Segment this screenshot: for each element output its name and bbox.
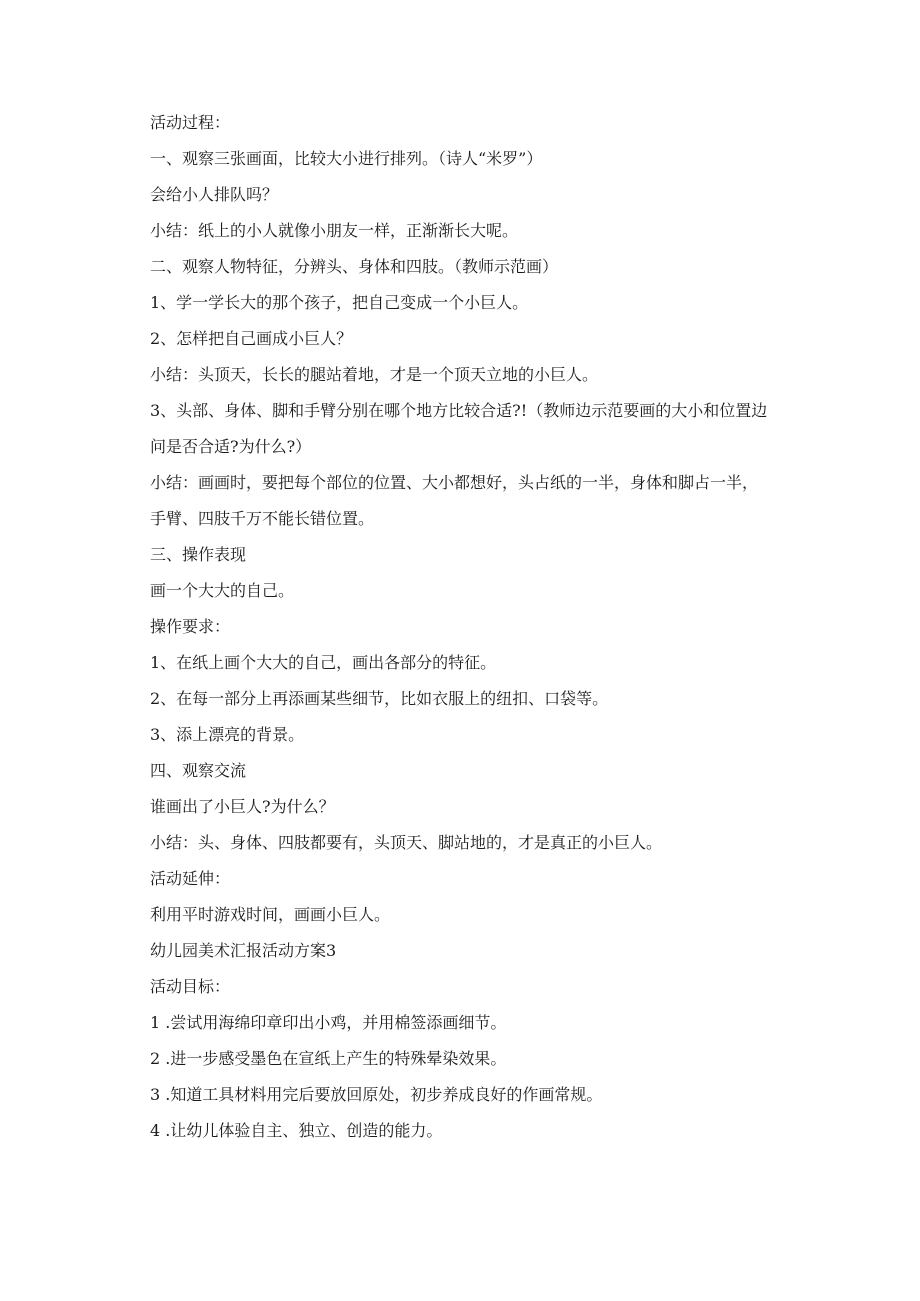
paragraph: 小结：画画时，要把每个部位的位置、大小都想好，头占纸的一半，身体和脚占一半，手臂、四肢千万不能长错位置。 [150,473,759,528]
paragraph: 1、学一学长大的那个孩子，把自己变成一个小巨人。 [150,293,529,312]
paragraph: 操作要求： [150,617,231,636]
paragraph: 一、观察三张画面，比较大小进行排列。（诗人“米罗”） [150,149,543,168]
list-item: 4 .让幼儿体验自主、独立、创造的能力。 [150,1121,443,1140]
paragraph: 利用平时游戏时间，画画小巨人。 [150,905,391,924]
paragraph: 3、添上漂亮的背景。 [150,725,305,744]
list-item: 1 .尝试用海绵印章印出小鸡，并用棉签添画细节。 [150,1013,507,1032]
paragraph: 活动目标： [150,977,231,996]
paragraph: 活动过程： [150,113,231,132]
paragraph: 1、在纸上画个大大的自己，画出各部分的特征。 [150,653,497,672]
document-body [150,105,770,1149]
paragraph: 小结：头顶天，长长的腿站着地，才是一个顶天立地的小巨人。 [150,365,599,384]
list-item: 2 .进一步感受墨色在宣纸上产生的特殊晕染效果。 [150,1049,507,1068]
paragraph: 三、操作表现 [150,545,247,564]
list-item: 3 .知道工具材料用完后要放回原处，初步养成良好的作画常规。 [150,1085,603,1104]
section-heading: 幼儿园美术汇报活动方案3 [150,941,337,960]
paragraph: 谁画出了小巨人?为什么？ [150,797,335,816]
paragraph: 会给小人排队吗？ [150,185,279,204]
paragraph: 活动延伸： [150,869,231,888]
paragraph: 画一个大大的自己。 [150,581,295,600]
paragraph: 小结：头、身体、四肢都要有，头顶天、脚站地的，才是真正的小巨人。 [150,833,663,852]
paragraph: 四、观察交流 [150,761,247,780]
paragraph: 3、头部、身体、脚和手臂分别在哪个地方比较合适?!（教师边示范要画的大小和位置边问是否合适?为什么?） [150,401,768,456]
paragraph: 2、在每一部分上再添画某些细节，比如衣服上的纽扣、口袋等。 [150,689,609,708]
paragraph: 二、观察人物特征，分辨头、身体和四肢。（教师示范画） [150,257,559,276]
paragraph: 小结：纸上的小人就像小朋友一样，正渐渐长大呢。 [150,221,519,240]
paragraph: 2、怎样把自己画成小巨人？ [150,329,353,348]
